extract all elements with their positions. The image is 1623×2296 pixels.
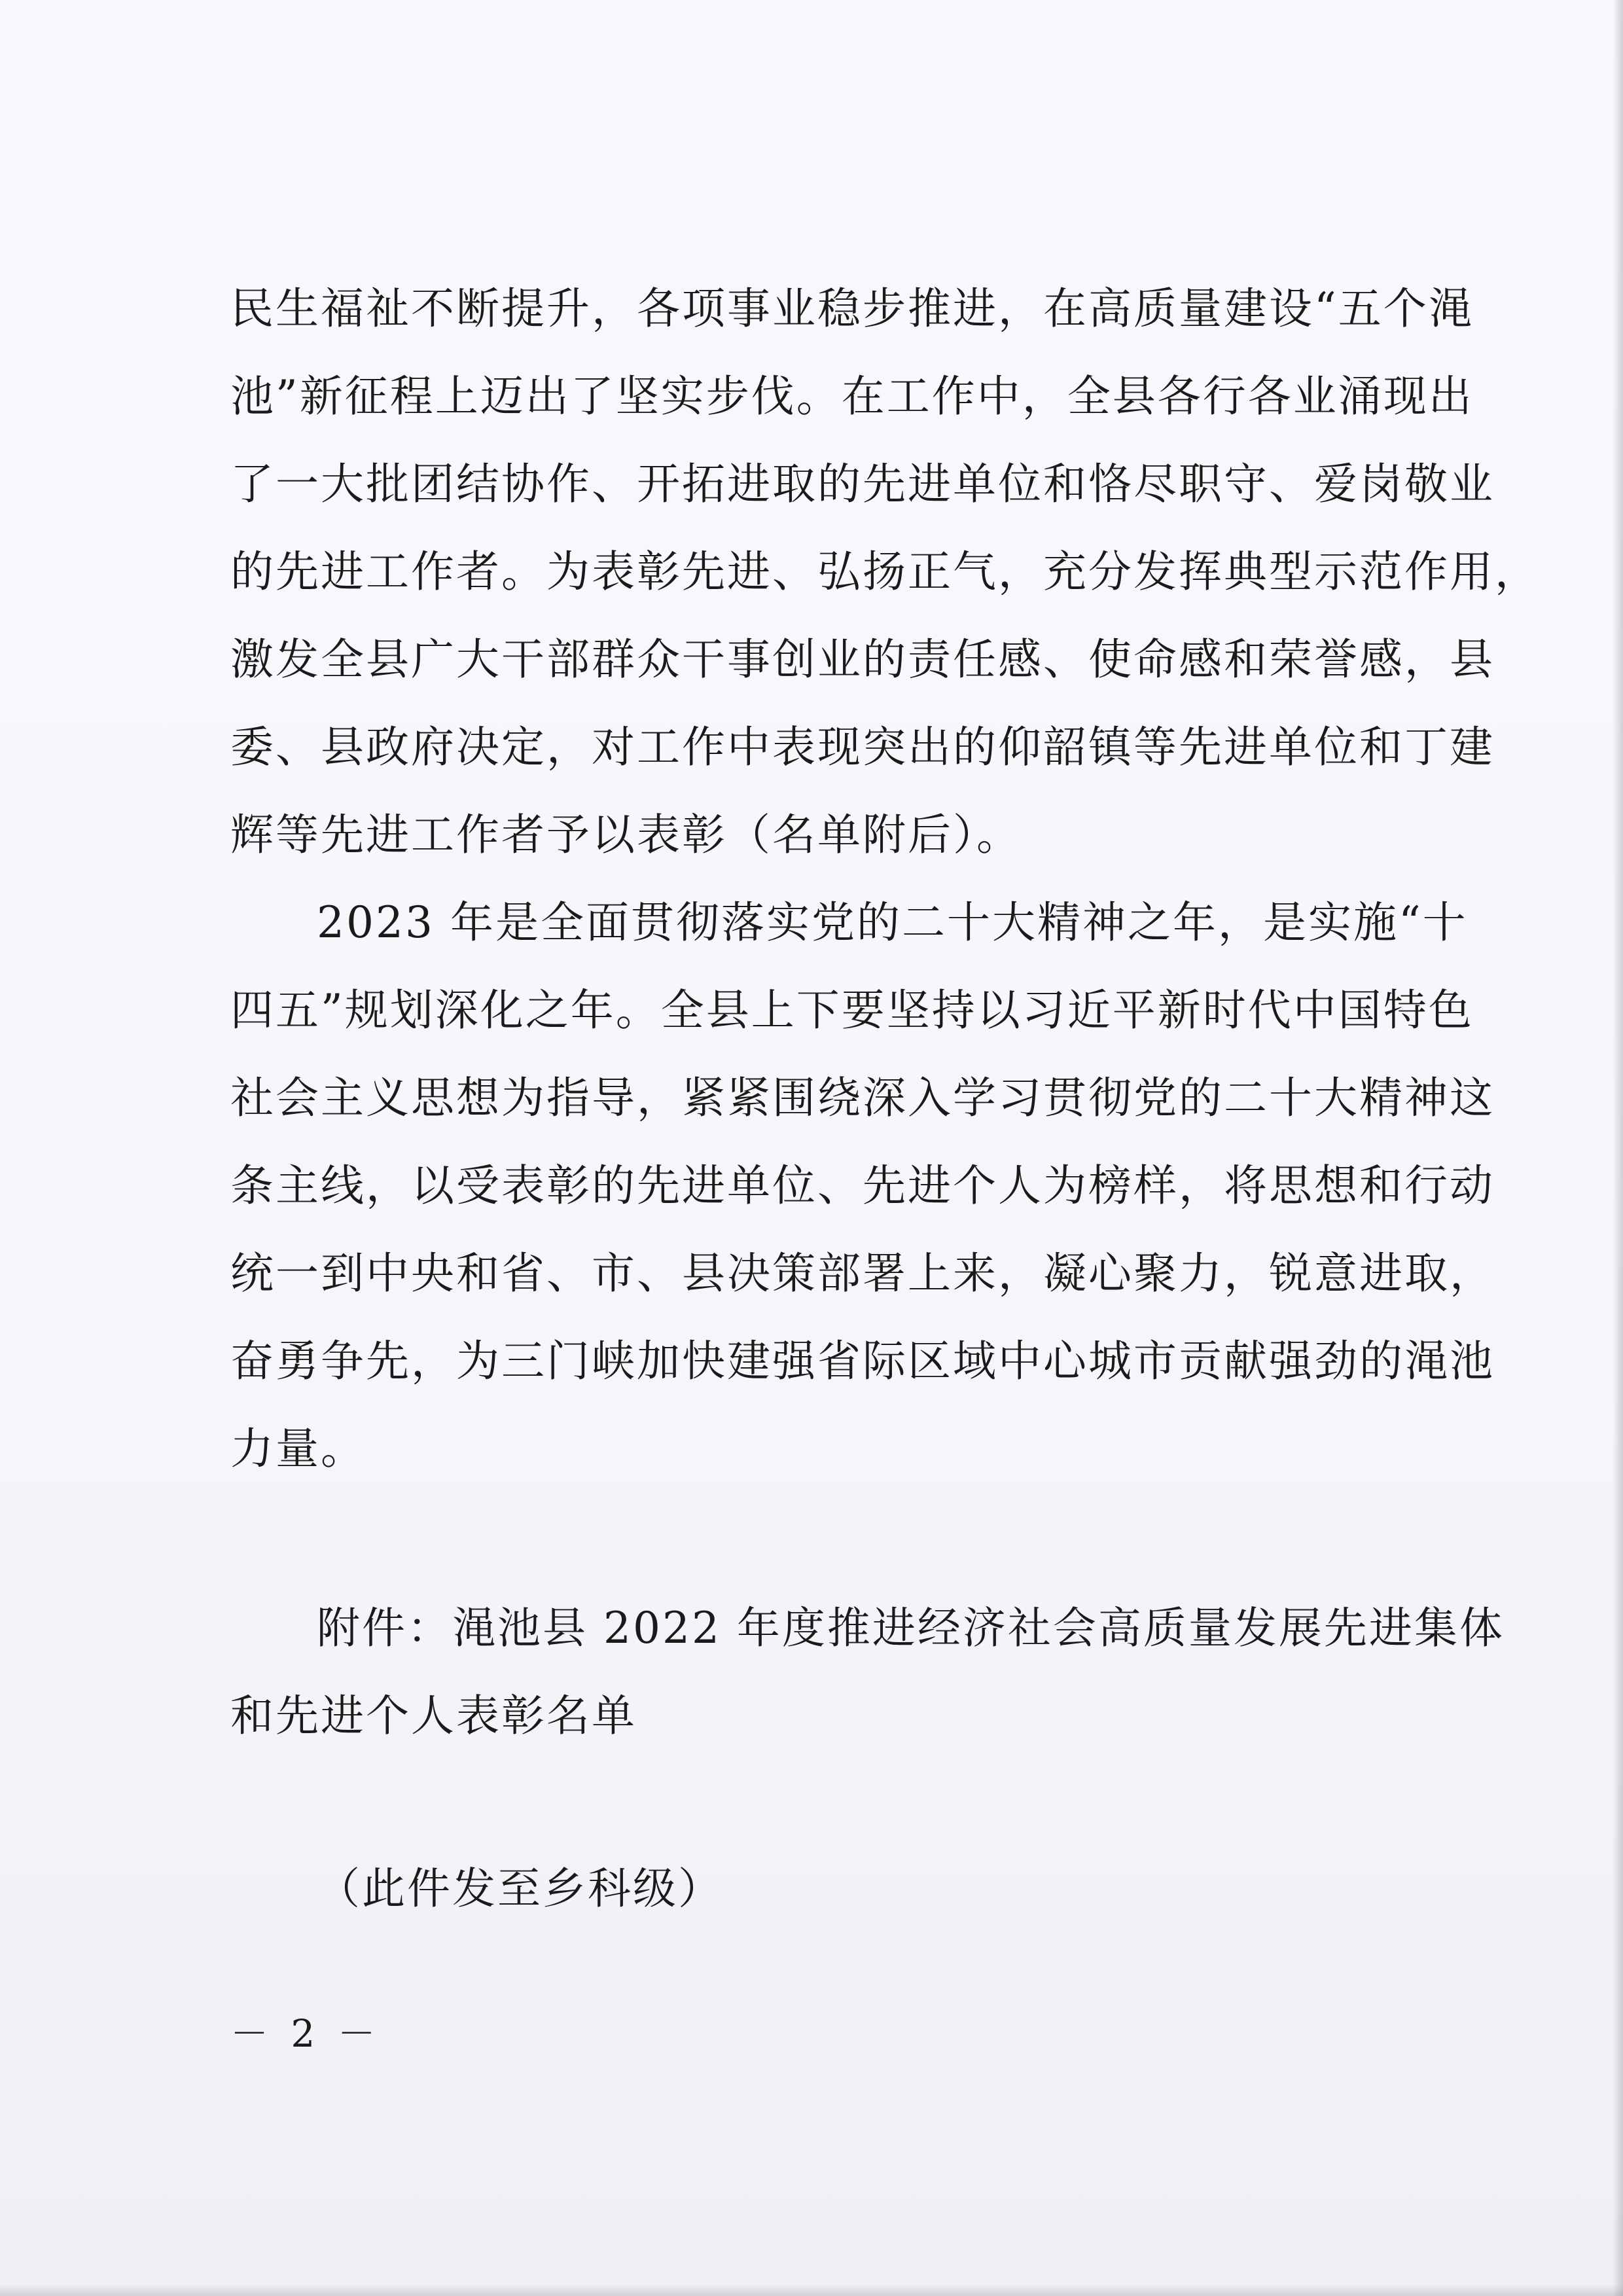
spacer [230,1493,1446,1585]
paragraph-1-line: 的先进工作者。为表彰先进、弘扬正气，充分发挥典型示范作用， [230,547,1540,597]
page-number: － 2 － [230,2011,381,2056]
distribution-note: （此件发至乡科级） [317,1863,723,1914]
document-body [230,265,1540,1933]
paragraph-2 [230,879,1495,1493]
paragraph-1-line: 辉等先进工作者予以表彰（名单附后）。 [230,810,1022,860]
paragraph-2-line: 奋勇争先，为三门峡加快建强省际区域中心城市贡献强劲的渑池 [230,1336,1495,1386]
paragraph-2-line: 条主线，以受表彰的先进单位、先进个人为榜样，将思想和行动 [230,1160,1495,1211]
paragraph-1-line: 民生福祉不断提升，各项事业稳步推进，在高质量建设“五个渑 [230,283,1474,334]
paragraph-2-line: 力量。 [230,1424,366,1474]
paragraph-1-line: 了一大批团结协作、开拓进取的先进单位和恪尽职守、爱岗敬业 [230,459,1495,509]
paragraph-2-line: 2023 年是全面贯彻落实党的二十大精神之年，是实施“十 [317,897,1468,948]
attachment-line: 附件：渑池县 2022 年度推进经济社会高质量发展先进集体 [317,1603,1505,1653]
scan-edge-shadow [1613,0,1623,2296]
spacer [230,1760,1446,1845]
paragraph-1-line: 池”新征程上迈出了坚实步伐。在工作中，全县各行各业涌现出 [230,371,1474,422]
attachment-line: 和先进个人表彰名单 [230,1691,637,1741]
paragraph-1-line: 委、县政府决定，对工作中表现突出的仰韶镇等先进单位和丁建 [230,722,1495,772]
attachment-note [230,1585,1505,1760]
paragraph-1 [230,265,1540,879]
paragraph-2-line: 四五”规划深化之年。全县上下要坚持以习近平新时代中国特色 [230,985,1474,1035]
paragraph-1-line: 激发全县广大干部群众干事创业的责任感、使命感和荣誉感，县 [230,634,1495,685]
scan-edge-shadow [0,2284,1623,2296]
paragraph-2-line: 统一到中央和省、市、县决策部署上来，凝心聚力，锐意进取， [230,1248,1495,1299]
paragraph-2-line: 社会主义思想为指导，紧紧围绕深入学习贯彻党的二十大精神这 [230,1073,1495,1123]
